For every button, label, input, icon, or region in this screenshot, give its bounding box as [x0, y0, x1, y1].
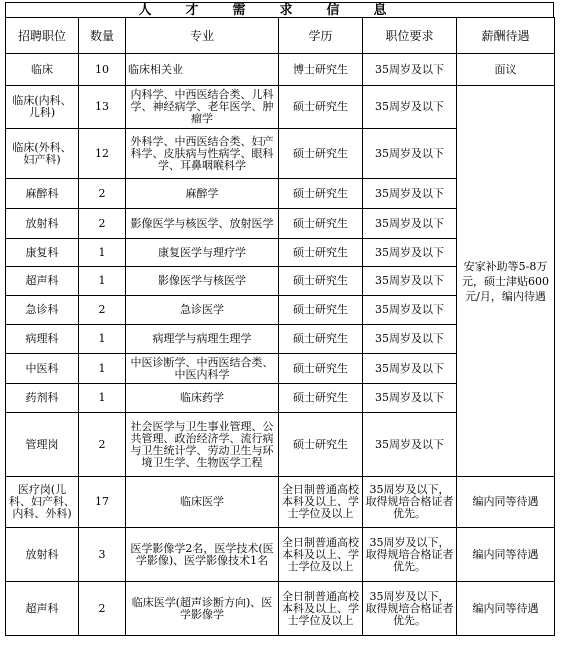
cell-requirement: 35周岁及以下 — [363, 267, 457, 296]
cell-requirement: 35周岁及以下 — [363, 54, 457, 86]
cell-major: 社会医学与卫生事业管理、公共管理、政治经济学、流行病与卫生统计学、劳动卫生与环境卫生学、生物医学工程 — [126, 413, 279, 477]
cell-requirement: 35周岁及以下 — [363, 239, 457, 267]
cell-position: 放射科 — [6, 209, 79, 239]
cell-requirement: 35周岁及以下 — [363, 86, 457, 129]
cell-count: 1 — [79, 267, 126, 296]
cell-major: 临床相关业 — [126, 54, 279, 86]
cell-major: 影像医学与核医学 — [126, 267, 279, 296]
table-row — [6, 54, 555, 86]
cell-major: 医学影像学2名，医学技术(医学影像)、医学影像技术1名 — [126, 528, 279, 582]
cell-major: 内科学、中西医结合类、儿科学、神经病学、老年医学、肿瘤学 — [126, 86, 279, 129]
header-major: 专业 — [126, 18, 279, 54]
cell-degree: 全日制普通高校本科及以上、学士学位及以上 — [279, 477, 363, 528]
header-salary: 薪酬待遇 — [457, 18, 555, 54]
cell-salary: 编内同等待遇 — [457, 582, 555, 636]
cell-requirement: 35周岁及以下 — [363, 209, 457, 239]
cell-requirement: 35周岁及以下 — [363, 325, 457, 354]
talent-demand-table — [5, 17, 555, 636]
cell-requirement: 35周岁及以下 — [363, 296, 457, 325]
cell-degree: 硕士研究生 — [279, 296, 363, 325]
cell-salary: 编内同等待遇 — [457, 477, 555, 528]
header-count: 数量 — [79, 18, 126, 54]
cell-major: 临床药学 — [126, 384, 279, 413]
cell-position: 超声科 — [6, 267, 79, 296]
cell-degree: 硕士研究生 — [279, 413, 363, 477]
cell-degree: 硕士研究生 — [279, 179, 363, 209]
cell-major: 临床医学(超声诊断方向)、医学影像学 — [126, 582, 279, 636]
table-row — [6, 86, 555, 129]
cell-position: 急诊科 — [6, 296, 79, 325]
cell-degree: 硕士研究生 — [279, 267, 363, 296]
cell-count: 2 — [79, 582, 126, 636]
header-row — [6, 18, 555, 54]
cell-degree: 硕士研究生 — [279, 86, 363, 129]
cell-count: 2 — [79, 296, 126, 325]
cell-position: 药剂科 — [6, 384, 79, 413]
cell-count: 10 — [79, 54, 126, 86]
cell-major: 急诊医学 — [126, 296, 279, 325]
cell-major: 影像医学与核医学、放射医学 — [126, 209, 279, 239]
cell-count: 1 — [79, 384, 126, 413]
cell-requirement: 35周岁及以下 — [363, 384, 457, 413]
header-degree: 学历 — [279, 18, 363, 54]
table-row — [6, 477, 555, 528]
cell-requirement: 35周岁及以下 — [363, 129, 457, 179]
cell-requirement: 35周岁及以下，取得规培合格证者优先。 — [363, 582, 457, 636]
cell-count: 12 — [79, 129, 126, 179]
cell-degree: 全日制普通高校本科及以上、学士学位及以上 — [279, 582, 363, 636]
cell-requirement: 35周岁及以下 — [363, 413, 457, 477]
cell-position: 医疗岗(儿科、妇产科、内科、外科) — [6, 477, 79, 528]
cell-major: 外科学、中西医结合类、妇产科学、皮肤病与性病学、眼科学、耳鼻咽喉科学 — [126, 129, 279, 179]
cell-count: 3 — [79, 528, 126, 582]
table-row — [6, 582, 555, 636]
cell-salary: 编内同等待遇 — [457, 528, 555, 582]
cell-major: 康复医学与理疗学 — [126, 239, 279, 267]
header-position: 招聘职位 — [6, 18, 79, 54]
cell-position: 临床(外科、妇产科) — [6, 129, 79, 179]
cell-position: 放射科 — [6, 528, 79, 582]
cell-position: 病理科 — [6, 325, 79, 354]
cell-position: 临床(内科、儿科) — [6, 86, 79, 129]
cell-count: 1 — [79, 239, 126, 267]
cell-count: 2 — [79, 179, 126, 209]
cell-major: 临床医学 — [126, 477, 279, 528]
cell-degree: 硕士研究生 — [279, 239, 363, 267]
cell-major: 中医诊断学、中西医结合类、中医内科学 — [126, 354, 279, 384]
cell-position: 麻醉科 — [6, 179, 79, 209]
cell-salary-merged: 安家补助等5-8万元，硕士津贴600元/月，编内待遇 — [457, 86, 555, 477]
cell-position: 中医科 — [6, 354, 79, 384]
cell-count: 2 — [79, 413, 126, 477]
cell-position: 临床 — [6, 54, 79, 86]
cell-requirement: 35周岁及以下 — [363, 354, 457, 384]
cell-requirement: 35周岁及以下，取得规培合格证者优先。 — [363, 528, 457, 582]
cell-count: 2 — [79, 209, 126, 239]
cell-requirement: 35周岁及以下 — [363, 179, 457, 209]
cell-major: 麻醉学 — [126, 179, 279, 209]
cell-salary: 面议 — [457, 54, 555, 86]
cell-major: 病理学与病理生理学 — [126, 325, 279, 354]
table-title: 人才需求信息 — [5, 2, 554, 18]
cell-position: 康复科 — [6, 239, 79, 267]
cell-degree: 博士研究生 — [279, 54, 363, 86]
cell-count: 1 — [79, 325, 126, 354]
cell-degree: 硕士研究生 — [279, 354, 363, 384]
cell-position: 超声科 — [6, 582, 79, 636]
cell-requirement: 35周岁及以下，取得规培合格证者优先。 — [363, 477, 457, 528]
header-requirement: 职位要求 — [363, 18, 457, 54]
cell-degree: 硕士研究生 — [279, 129, 363, 179]
cell-count: 1 — [79, 354, 126, 384]
cell-degree: 硕士研究生 — [279, 384, 363, 413]
table-row — [6, 528, 555, 582]
cell-degree: 硕士研究生 — [279, 325, 363, 354]
cell-degree: 全日制普通高校本科及以上、学士学位及以上 — [279, 528, 363, 582]
cell-degree: 硕士研究生 — [279, 209, 363, 239]
cell-count: 13 — [79, 86, 126, 129]
cell-count: 17 — [79, 477, 126, 528]
cell-position: 管理岗 — [6, 413, 79, 477]
